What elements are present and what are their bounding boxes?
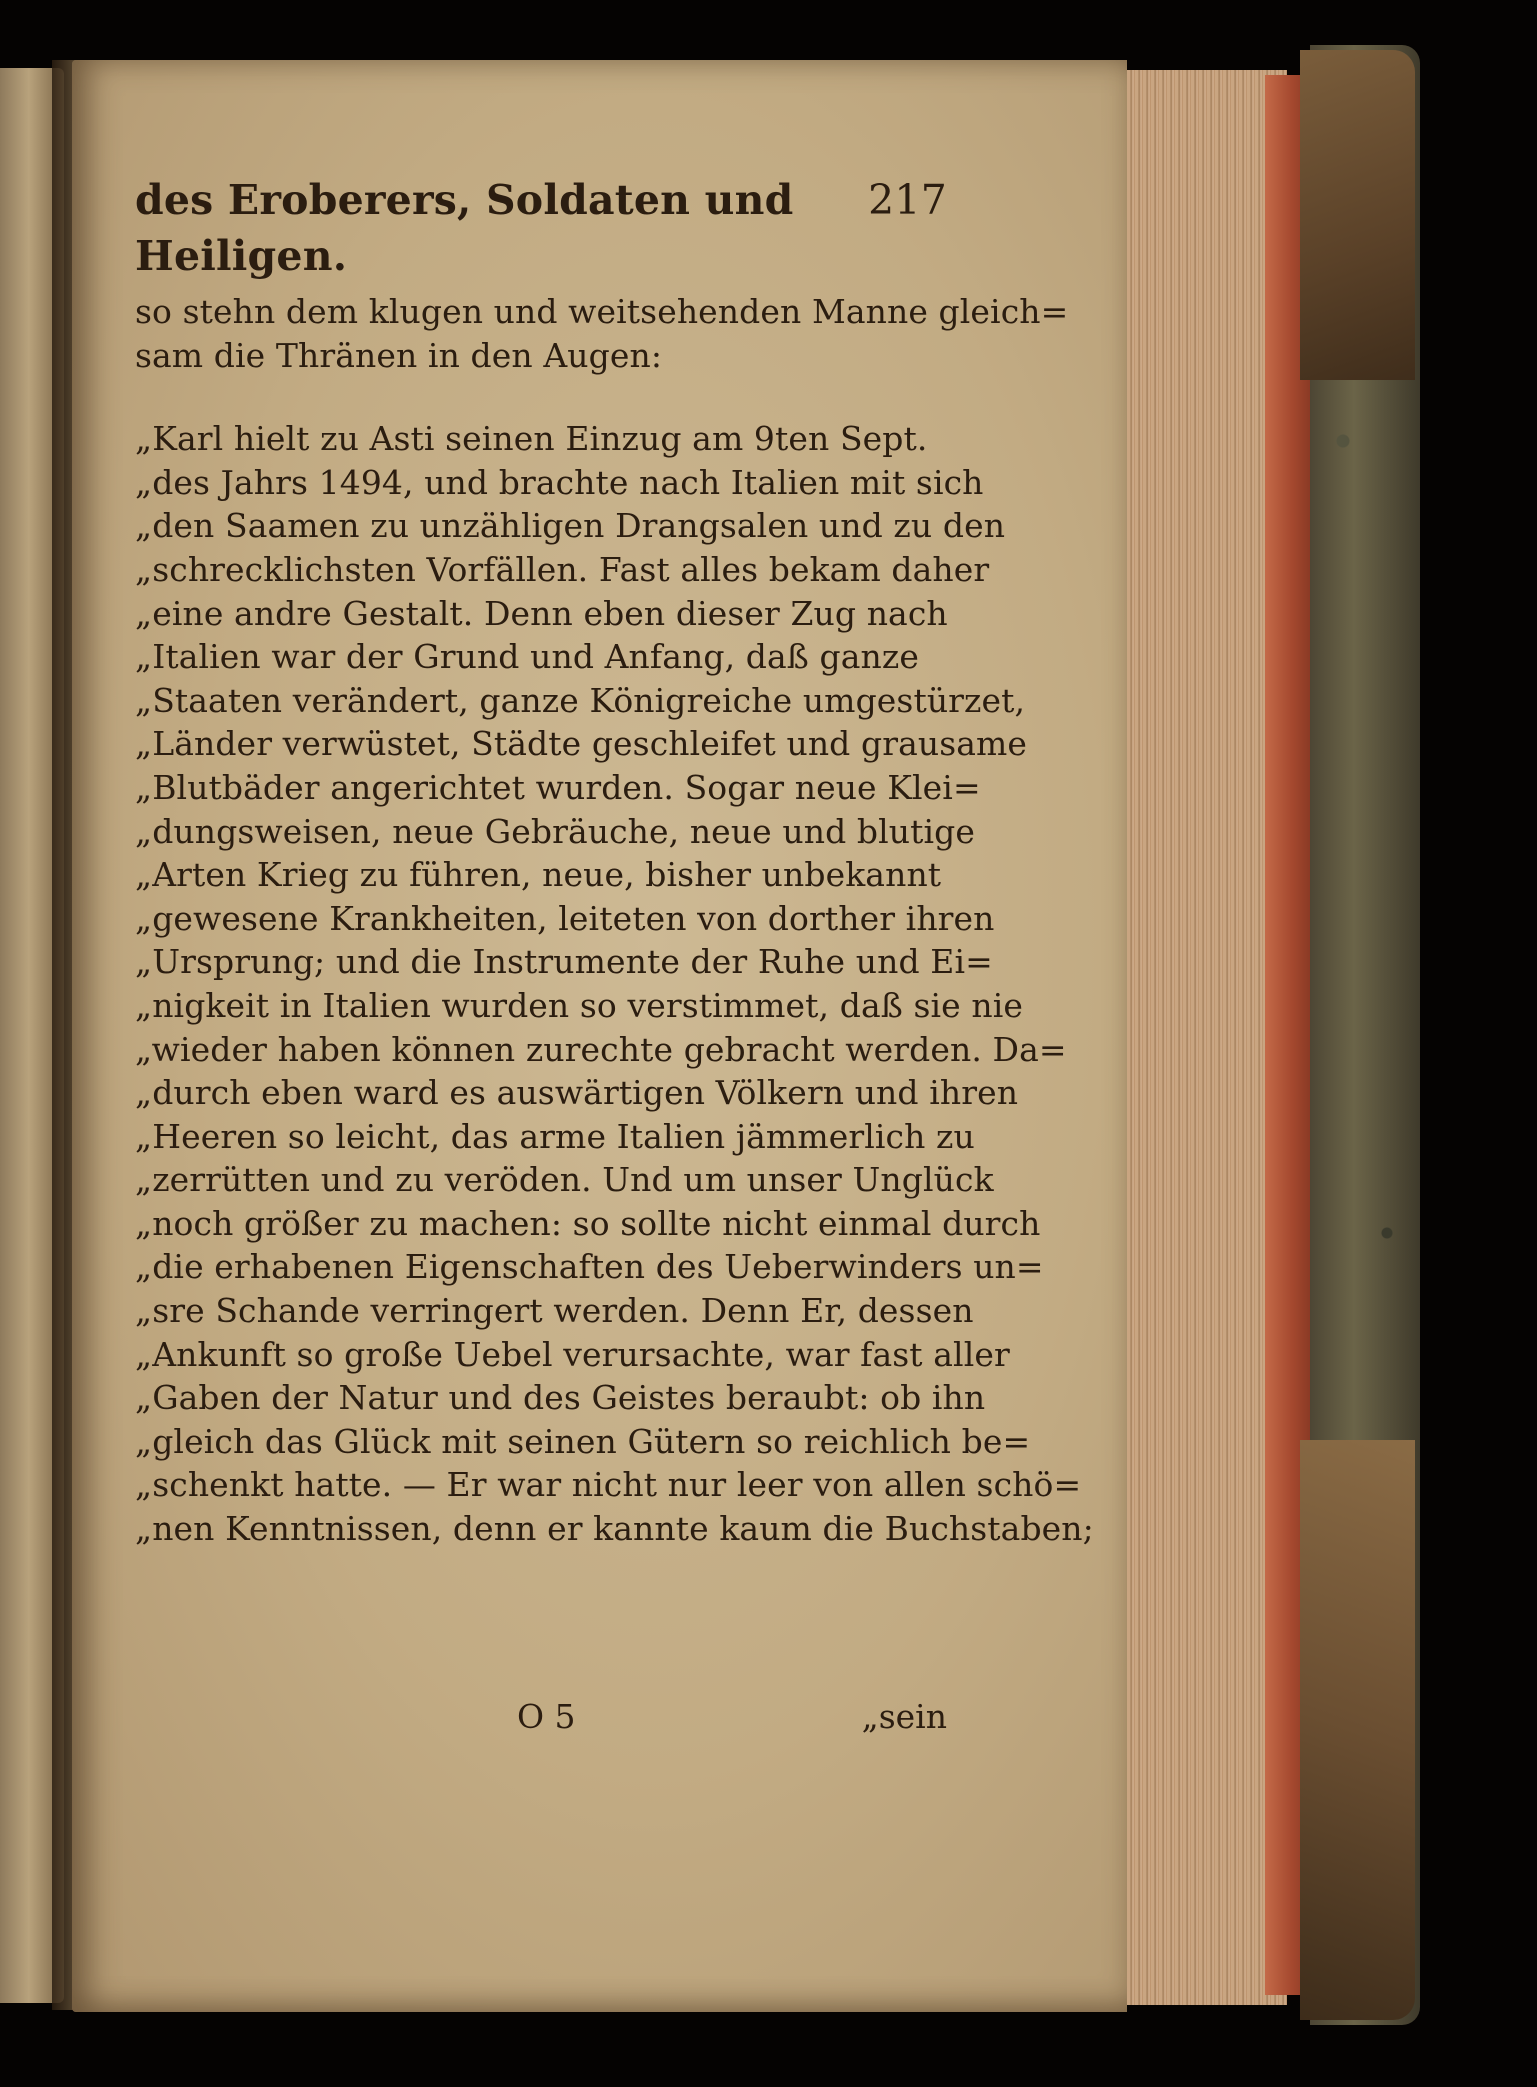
text-line: „nen Kenntnissen, denn er kannte kaum die Buchstaben; <box>135 1509 1094 1549</box>
text-line: so stehn dem klugen und weitsehenden Manne gleich= <box>135 292 1069 331</box>
running-header <box>135 172 947 284</box>
text-line: „schrecklichsten Vorfällen. Fast alles bekam daher <box>135 549 990 589</box>
quoted-paragraph <box>135 417 1094 1550</box>
text-line: „durch eben ward es auswärtigen Völkern und ihren <box>135 1073 1019 1113</box>
text-line: „Länder verwüstet, Städte geschleifet und grausame <box>135 724 1028 764</box>
signature-mark: O 5 <box>517 1697 576 1736</box>
page-footer <box>135 1697 947 1747</box>
text-line: „Blutbäder angerichtet wurden. Sogar neue Klei= <box>135 767 981 807</box>
catchword: „sein <box>861 1697 947 1736</box>
text-line: „Ursprung; und die Instrumente der Ruhe und Ei= <box>135 942 993 982</box>
page-number: 217 <box>868 176 947 224</box>
page-edges <box>1127 70 1287 2005</box>
text-line: „Italien war der Grund und Anfang, daß ganze <box>135 637 919 677</box>
book-cover-leather-bottom <box>1300 1440 1415 2020</box>
text-line: „dungsweisen, neue Gebräuche, neue und blutige <box>135 811 976 851</box>
text-line: sam die Thränen in den Augen: <box>135 335 663 375</box>
text-line: „zerrütten und zu veröden. Und um unser Unglück <box>135 1160 994 1200</box>
text-line: „noch größer zu machen: so sollte nicht einmal durch <box>135 1203 1041 1243</box>
text-line: „wieder haben können zurechte gebracht werden. Da= <box>135 1029 1067 1069</box>
text-line: „den Saamen zu unzähligen Drangsalen und zu den <box>135 506 1006 546</box>
text-line: „Gaben der Natur und des Geistes beraubt: ob ihn <box>135 1378 986 1418</box>
text-line: „Staaten verändert, ganze Königreiche umgestürzet, <box>135 680 1026 720</box>
text-line: „gleich das Glück mit seinen Gütern so reichlich be= <box>135 1421 1031 1461</box>
running-head: des Eroberers, Soldaten und Heiligen. <box>135 176 794 280</box>
text-line: „Arten Krieg zu führen, neue, bisher unbekannt <box>135 855 942 895</box>
page-text-block <box>135 172 1094 1551</box>
text-line: „des Jahrs 1494, und brachte nach Italien mit sich <box>135 462 984 502</box>
text-line: „gewesene Krankheiten, leiteten von dorther ihren <box>135 898 995 938</box>
text-line: „die erhabenen Eigenschaften des Ueberwinders un= <box>135 1247 1044 1287</box>
text-line: „nigkeit in Italien wurden so verstimmet, daß sie nie <box>135 985 1024 1025</box>
text-line: „Ankunft so große Uebel verursachte, war fast aller <box>135 1334 1010 1374</box>
text-line: „schenkt hatte. — Er war nicht nur leer von allen schö= <box>135 1465 1082 1505</box>
text-line: „Karl hielt zu Asti seinen Einzug am 9ten Sept. <box>135 419 928 459</box>
intro-paragraph <box>135 290 1069 377</box>
text-line: „sre Schande verringert werden. Denn Er, dessen <box>135 1291 974 1331</box>
book-cover-leather-top <box>1300 50 1415 380</box>
text-line: „eine andre Gestalt. Denn eben dieser Zug nach <box>135 593 948 633</box>
text-line: „Heeren so leicht, das arme Italien jämmerlich zu <box>135 1116 975 1156</box>
